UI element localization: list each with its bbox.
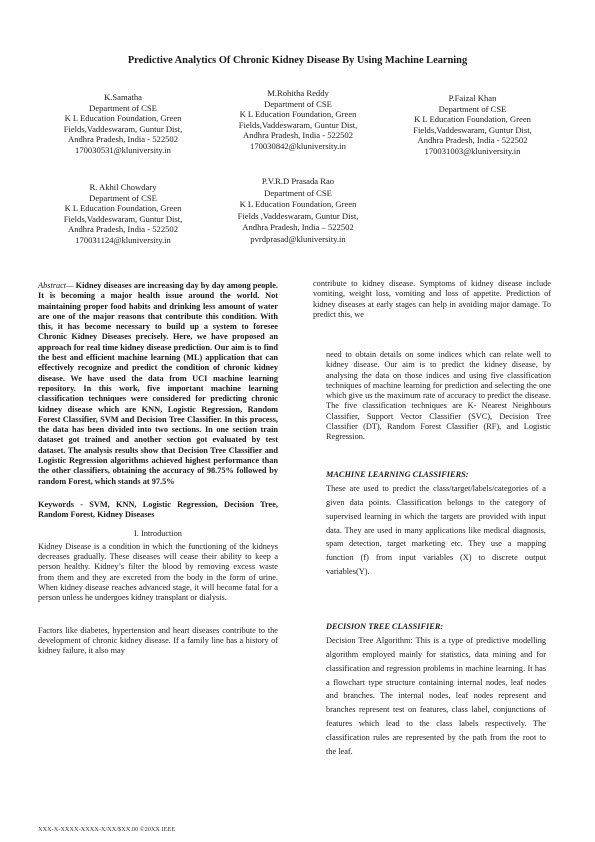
author-email: 170030842@kluniversity.in bbox=[250, 140, 346, 151]
author-email: pvrdprasad@kluniversity.in bbox=[250, 233, 346, 244]
keywords: Keywords - SVM, KNN, Logistic Regression, Decision Tree, Random Forest, Kidney Diseases bbox=[38, 499, 278, 520]
left-column bbox=[38, 281, 278, 657]
author-dept: Department of CSE bbox=[89, 102, 157, 113]
author-block-2 bbox=[213, 88, 383, 152]
decision-tree-heading: DECISION TREE CLASSIFIER: bbox=[326, 622, 444, 631]
author-org: Fields,Vaddeswaram, Guntur Dist, bbox=[413, 124, 532, 135]
right-column-top bbox=[313, 279, 551, 320]
right-column-mid bbox=[326, 350, 551, 443]
author-dept: Department of CSE bbox=[438, 103, 507, 114]
author-dept: Department of CSE bbox=[264, 187, 332, 198]
author-name: R. Akhil Chowdary bbox=[89, 182, 157, 192]
author-org: K L Education Foundation, Green bbox=[64, 113, 182, 124]
author-email: 170031003@kluniversity.in bbox=[424, 145, 521, 156]
ml-classifiers-heading: MACHINE LEARNING CLASSIFIERS: bbox=[326, 470, 469, 479]
intro-paragraph-1: Kidney Disease is a condition in which the functioning of the kidneys decreases gradually. These diseases will cease their ability to keep a person healthy. Kidney’s filter the blood by removing excess waste from them and they are excreted from the body in the form of urine. When kidney disease reaches advanced stage, it will become fatal for a person unless he undergoes kidney transplant or dialysis. bbox=[38, 541, 278, 603]
decision-tree-section bbox=[326, 622, 546, 758]
author-org: Andhra Pradesh, India - 522502 bbox=[417, 135, 528, 146]
author-org: K L Education Foundation, Green bbox=[414, 114, 531, 125]
author-org: K L Education Foundation, Green bbox=[239, 199, 357, 210]
decision-tree-text: Decision Tree Algorithm: This is a type of predictive modelling algorithm employed mainly for statistics, data mining and for classification and regression problems in machine learning. It has a flowchart type structure containing internal nodes, leaf nodes and branches. The internal nodes, leaf nodes represent and branches represent test on features, class label, conjunctions of features which lead to the class labels respectively. The classification rules are represented by the path from the root to the leaf. bbox=[326, 636, 546, 756]
abstract bbox=[38, 281, 278, 487]
author-org: K L Education Foundation, Green bbox=[64, 203, 182, 214]
author-block-5 bbox=[213, 176, 383, 246]
author-org: Andhra Pradesh, India – 522502 bbox=[242, 222, 354, 233]
author-name: M.Rohitha Reddy bbox=[267, 88, 329, 98]
ml-classifiers-section bbox=[326, 470, 546, 579]
author-org: K L Education Foundation, Green bbox=[239, 109, 357, 120]
author-block-3 bbox=[385, 93, 560, 157]
author-email: 170030531@kluniversity.in bbox=[75, 144, 171, 155]
author-org: Andhra Pradesh, India - 522502 bbox=[242, 130, 354, 141]
author-org: Andhra Pradesh, India - 522502 bbox=[67, 224, 179, 235]
author-block-4 bbox=[38, 182, 208, 246]
author-name: P.Faizal Khan bbox=[448, 93, 497, 103]
abstract-text: Kidney diseases are increasing day by day among people. It is becoming a major health issue around the world. Not maintaining proper food habits and drinking less amount of water are one of the major reasons that contribute this condition. With this, it has become necessary to build up a system to foresee Chronic Kidney Diseases precisely. Here, we have proposed an approach for real time kidney disease prediction. Our aim is to find the best and efficient machine learning (ML) application that can effectively recognize and predict the condition of chronic kidney disease. We have used the data from UCI machine learning repository. In this work, five important machine learning classification techniques were considered for predicting chronic kidney disease which are KNN, Logistic Regression, Random Forest Classifier, SVM and Decision Tree Classifier. In this process, the data has been divided into two sections. In one section train dataset got trained and another section got evaluated by test dataset. The analysis results show that Decision Tree Classifier and Logistic Regression algorithms achieved highest performance than the other classifiers, obtaining the accuracy of 98.75% followed by random Forest, which stands at 97.5% bbox=[38, 281, 278, 486]
intro-paragraph-2: Factors like diabetes, hypertension and heart diseases contribute to the development of chronic kidney disease. If a family line has a history of kidney failure, it also may bbox=[38, 625, 278, 656]
author-org: Fields,Vaddeswaram, Guntur Dist, bbox=[238, 119, 358, 130]
section-heading-introduction: I. Introduction bbox=[134, 528, 182, 538]
author-org: Fields ,Vaddeswaram, Guntur Dist, bbox=[237, 210, 359, 221]
author-dept: Department of CSE bbox=[264, 98, 332, 109]
author-org: Fields,Vaddeswaram, Guntur Dist, bbox=[63, 123, 183, 134]
copyright-footer: XXX-X-XXXX-XXXX-X/XX/$XX.00 ©20XX IEEE bbox=[38, 826, 176, 833]
author-block-1 bbox=[38, 92, 208, 156]
right-paragraph-1: contribute to kidney disease. Symptoms of kidney disease include vomiting, weight loss, vomiting and loss of appetite. Prediction of kidney diseases at early stages can help in avoiding major damage. To predict this, we bbox=[313, 279, 551, 319]
right-paragraph-2: need to obtain details on some indices which can relate well to kidney disease. Our aim is to predict the kidney disease, by analysing the data on those indices and using five classification techniques of machine learning for prediction and selecting the one which give us the maximum rate of accuracy to predict the disease. The five classification techniques are K- Nearest Neighbours Classifier, Support Vector Classifier (SVC), Decision Tree Classifier (DT), Random Forest Classifier (RF), and Logistic Regression. bbox=[326, 350, 551, 442]
author-name: P.V.R.D Prasada Rao bbox=[261, 176, 335, 186]
author-email: 170031124@kluniversity.in bbox=[75, 234, 171, 245]
author-dept: Department of CSE bbox=[89, 192, 157, 203]
paper-title: Predictive Analytics Of Chronic Kidney Disease By Using Machine Learning bbox=[127, 55, 468, 66]
ml-classifiers-text: These are used to predict the class/target/labels/categories of a given data points. Classification belongs to the category of supervised learning in which the targets are provided with input data. They are used in many applications like medical diagnosis, spam detection, target marketing etc. They use a mapping function (f) from input variables (X) to discrete output variables(Y). bbox=[326, 484, 546, 577]
author-org: Andhra Pradesh, India - 522502 bbox=[67, 134, 179, 145]
author-name: K.Samatha bbox=[104, 92, 142, 102]
author-org: Fields,Vaddeswaram, Guntur Dist, bbox=[63, 213, 183, 224]
abstract-lead: Abstract— bbox=[38, 281, 74, 290]
